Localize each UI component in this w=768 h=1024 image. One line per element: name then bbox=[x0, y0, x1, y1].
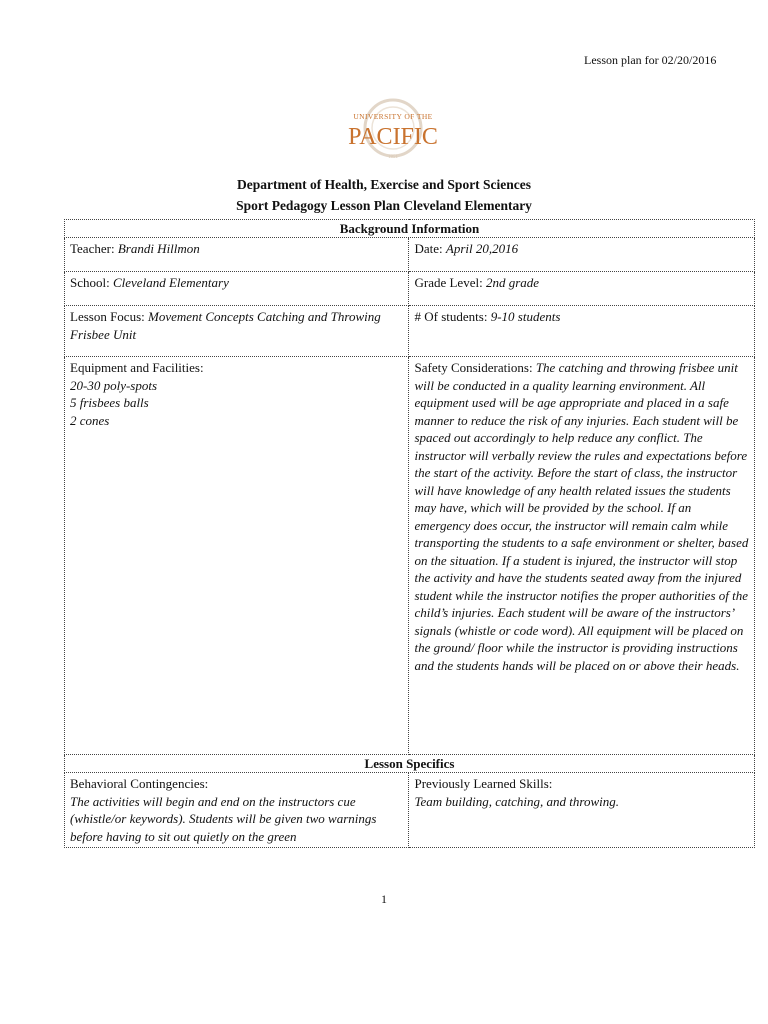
safety-label: Safety Considerations: bbox=[414, 360, 533, 375]
students-count-value: 9-10 students bbox=[490, 309, 561, 324]
equipment-cell bbox=[65, 357, 409, 755]
school-value: Cleveland Elementary bbox=[112, 275, 229, 290]
lesson-plan-title: Sport Pedagogy Lesson Plan Cleveland Elementary bbox=[236, 198, 532, 213]
grade-cell bbox=[409, 272, 755, 306]
skills-cell bbox=[409, 773, 755, 848]
school-label: School: bbox=[70, 275, 110, 290]
lesson-plan-date: Lesson plan for 02/20/2016 bbox=[584, 53, 717, 67]
behavioral-label: Behavioral Contingencies: bbox=[70, 776, 209, 791]
skills-label: Previously Learned Skills: bbox=[414, 776, 553, 791]
university-of-the-pacific-logo bbox=[338, 98, 448, 164]
lesson-plan-table bbox=[64, 219, 755, 848]
teacher-label: Teacher: bbox=[70, 241, 115, 256]
teacher-value: Brandi Hillmon bbox=[117, 241, 200, 256]
logo-seal-year: 1851 bbox=[388, 155, 398, 160]
department-title: Department of Health, Exercise and Sport Sciences bbox=[236, 177, 532, 192]
teacher-cell bbox=[65, 238, 409, 272]
lesson-focus-label: Lesson Focus: bbox=[70, 309, 145, 324]
equipment-item: 20-30 poly-spots bbox=[70, 377, 158, 393]
background-section-header: Background Information bbox=[65, 220, 755, 238]
safety-value: The catching and throwing frisbee unit will be conducted in a quality learning environment. All equipment used will be age appropriate and placed in a safe manner to reduce the risk of any injuries. Each student will be spaced out accordingly to help reduce any conflict. The instructor will verbally review the rules and expectations before the start of the activity. Before the start of class, the instructor will have knowledge of any health related issues the students may have, which will be provided by the school. If an emergency does occur, the instructor will remain calm while transporting the students to a safe environment or shelter, based on the situation. If a student is injured, the instructor will stop the activity and have the students seated away from the injured student while the instructor notifies the proper authorities of the child’s injuries. Each student will be aware of the instructors’ signals (whistle or code word). All equipment will be placed on the ground/ floor while the instructor is providing instructions and the students hands will be placed on or above their heads. bbox=[414, 360, 749, 673]
equipment-item: 2 cones bbox=[70, 412, 110, 428]
students-count-cell bbox=[409, 306, 755, 357]
date-label: Date: bbox=[414, 241, 443, 256]
behavioral-content bbox=[70, 775, 403, 847]
logo-main-text: PACIFIC bbox=[348, 124, 438, 150]
lesson-focus-value: Movement Concepts Catching and Throwing Frisbee Unit bbox=[70, 309, 381, 342]
grade-label: Grade Level: bbox=[414, 275, 483, 290]
date-cell bbox=[409, 238, 755, 272]
equipment-label: Equipment and Facilities: bbox=[70, 360, 204, 375]
behavioral-value: The activities will begin and end on the instructors cue (whistle/or keywords). Students will be given two warnings before having to sit out quietly on the green bbox=[70, 793, 377, 844]
lesson-focus-cell bbox=[65, 306, 409, 357]
skills-value: Team building, catching, and throwing. bbox=[414, 793, 619, 809]
page-number: 1 bbox=[381, 892, 387, 906]
logo-top-text: UNIVERSITY OF THE bbox=[353, 112, 433, 121]
lesson-specifics-header: Lesson Specifics bbox=[65, 755, 755, 773]
equipment-item: 5 frisbees balls bbox=[70, 395, 149, 410]
date-value: April 20,2016 bbox=[445, 241, 519, 256]
behavioral-cell bbox=[65, 773, 409, 848]
students-count-label: # Of students: bbox=[414, 309, 488, 324]
school-cell bbox=[65, 272, 409, 306]
safety-cell bbox=[409, 357, 755, 755]
grade-value: 2nd grade bbox=[485, 275, 540, 290]
